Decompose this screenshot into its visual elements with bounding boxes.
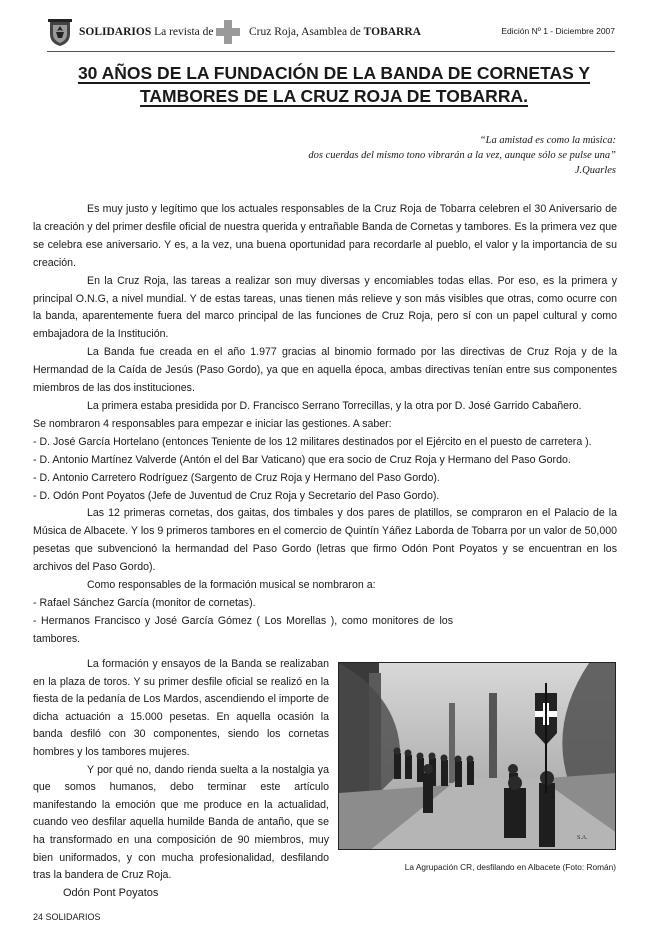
title-line-1: 30 AÑOS DE LA FUNDACIÓN DE LA BANDA DE CORNETAS Y — [77, 63, 591, 83]
paragraph-7: Como responsables de la formación musical se nombraron a: — [87, 579, 376, 592]
photo-caption: La Agrupación CR, desfilando en Albacete (Foto: Román) — [404, 862, 616, 872]
title-line-2: TAMBORES DE LA CRUZ ROJA DE TOBARRA. — [140, 86, 528, 106]
list-item: - D. Odón Pont Poyatos (Jefe de Juventud de Cruz Roja y Secretario del Paso Gordo). — [33, 489, 440, 502]
paragraph-3: La Banda fue creada en el año 1.977 gracias al binomio formado por las directivas de Cruz Roja y de la Hermandad de la Caída de Jesús (Paso Gordo), ya que en aquella época, ambas directivas tenían entre sus componentes miembros de las dos instituciones. — [33, 346, 617, 395]
list-item: - D. José García Hortelano (entonces Teniente de los 12 militares destinados por el Ejército en el puesto de carretera ). — [33, 435, 592, 448]
edition-label: Edición Nº 1 - Diciembre 2007 — [501, 26, 615, 36]
paragraph-6: Las 12 primeras cornetas, dos gaitas, dos timbales y dos pares de platillos, se compraron en el Palacio de la Música de Albacete. Y los 9 primeros tambores en el comercio de Quintín Yáñez Laborda de Tobarra por un valor de 50,000 pesetas que subvencionó la hermandad del Paso Gordo (letras que firmo Odón Pont Poyatos y se encuentran en los archivos del Paso Gordo). — [33, 507, 617, 574]
list-item: - Rafael Sánchez García (monitor de cornetas). — [33, 596, 256, 609]
left-column — [33, 656, 329, 902]
column-paragraph-1: La formación y ensayos de la Banda se realizaban en la plaza de toros. Y su primer desfile oficial se realizó en la fiesta de la pedanía de Los Mardos, ascendiendo el importe de dicha actuación a 15.000 pesetas. En aquella ocasión la banda desfiló con 30 componentes, siendo los cornetas hombres y los tambores mujeres. — [33, 658, 329, 758]
column-paragraph-2: Y por qué no, dando rienda suelta a la nostalgia ya que somos humanos, debo terminar este artículo manifestando la emoción que me produce en la actualidad, cuando veo desfilar aquella humilde Banda de antaño, que se ha transformado en una composición de 90 miembros, muy bien uniformados, y con mucha profesionalidad, desfilando tras la bandera de Cruz Roja. — [33, 763, 329, 882]
parade-photo — [338, 662, 616, 850]
svg-text:S.A.: S.A. — [577, 835, 588, 841]
brand-name: SOLIDARIOS — [79, 26, 152, 38]
list-item: - D. Antonio Martínez Valverde (Antón el del Bar Vaticano) que era socio de Cruz Roja y Hermano del Paso Gordo. — [33, 453, 571, 466]
header-org: Cruz Roja, Asamblea de TOBARRA — [249, 26, 421, 38]
quote-author: J.Quarles — [574, 165, 616, 176]
parade-photo-image — [339, 663, 616, 850]
quote-line-1: “La amistad es como la música: — [479, 135, 616, 146]
red-cross-icon — [215, 18, 241, 46]
list-item: - D. Antonio Carretero Rodríguez (Sargento de Cruz Roja y Hermano del Paso Gordo). — [33, 471, 440, 484]
paragraph-5: Se nombraron 4 responsables para empezar e iniciar las gestiones. A saber: — [33, 417, 392, 430]
coat-of-arms-icon — [47, 19, 73, 47]
paragraph-2: En la Cruz Roja, las tareas a realizar son muy diversas y encomiables todas ellas. Por eso, es la primera y principal O.N.G, a nivel mundial. Y de estas tareas, unas tienen más relieve y son más visibles que otras, como ocurre con la banda, aparentemente fuera del marco principal de las funciones de Cruz Roja, pero sí con un papel cultural y como embajadora de la Institución. — [33, 274, 617, 341]
article-body — [33, 201, 617, 649]
epigraph-quote — [136, 133, 616, 178]
page-header — [47, 17, 615, 51]
list-item: - Hermanos Francisco y José García Gómez ( Los Morellas ), como monitores de los tambores. — [33, 614, 453, 645]
paragraph-4: La primera estaba presidida por D. Francisco Serrano Torrecillas, y la otra por D. José Garrido Cabañero. — [87, 399, 582, 412]
article-title — [40, 62, 628, 108]
header-title: SOLIDARIOS La revista de — [79, 26, 214, 38]
quote-line-2: dos cuerdas del mismo tono vibrarán a la vez, aunque sólo se pulse una” — [308, 150, 616, 161]
author-signature: Odón Pont Poyatos — [63, 886, 159, 899]
header-divider — [47, 51, 615, 52]
page-footer: 24 SOLIDARIOS — [33, 912, 101, 922]
paragraph-1: Es muy justo y legítimo que los actuales responsables de la Cruz Roja de Tobarra celebren el 30 Aniversario de la creación y del primer desfile oficial de nuestra querida y entrañable Banda de Cornetas y tambores. Es la primera vez que se celebra ese aniversario. Y es, a la vez, una buena oportunidad para recordarle al pueblo, el valor y la importancia de su creación. — [33, 203, 617, 269]
